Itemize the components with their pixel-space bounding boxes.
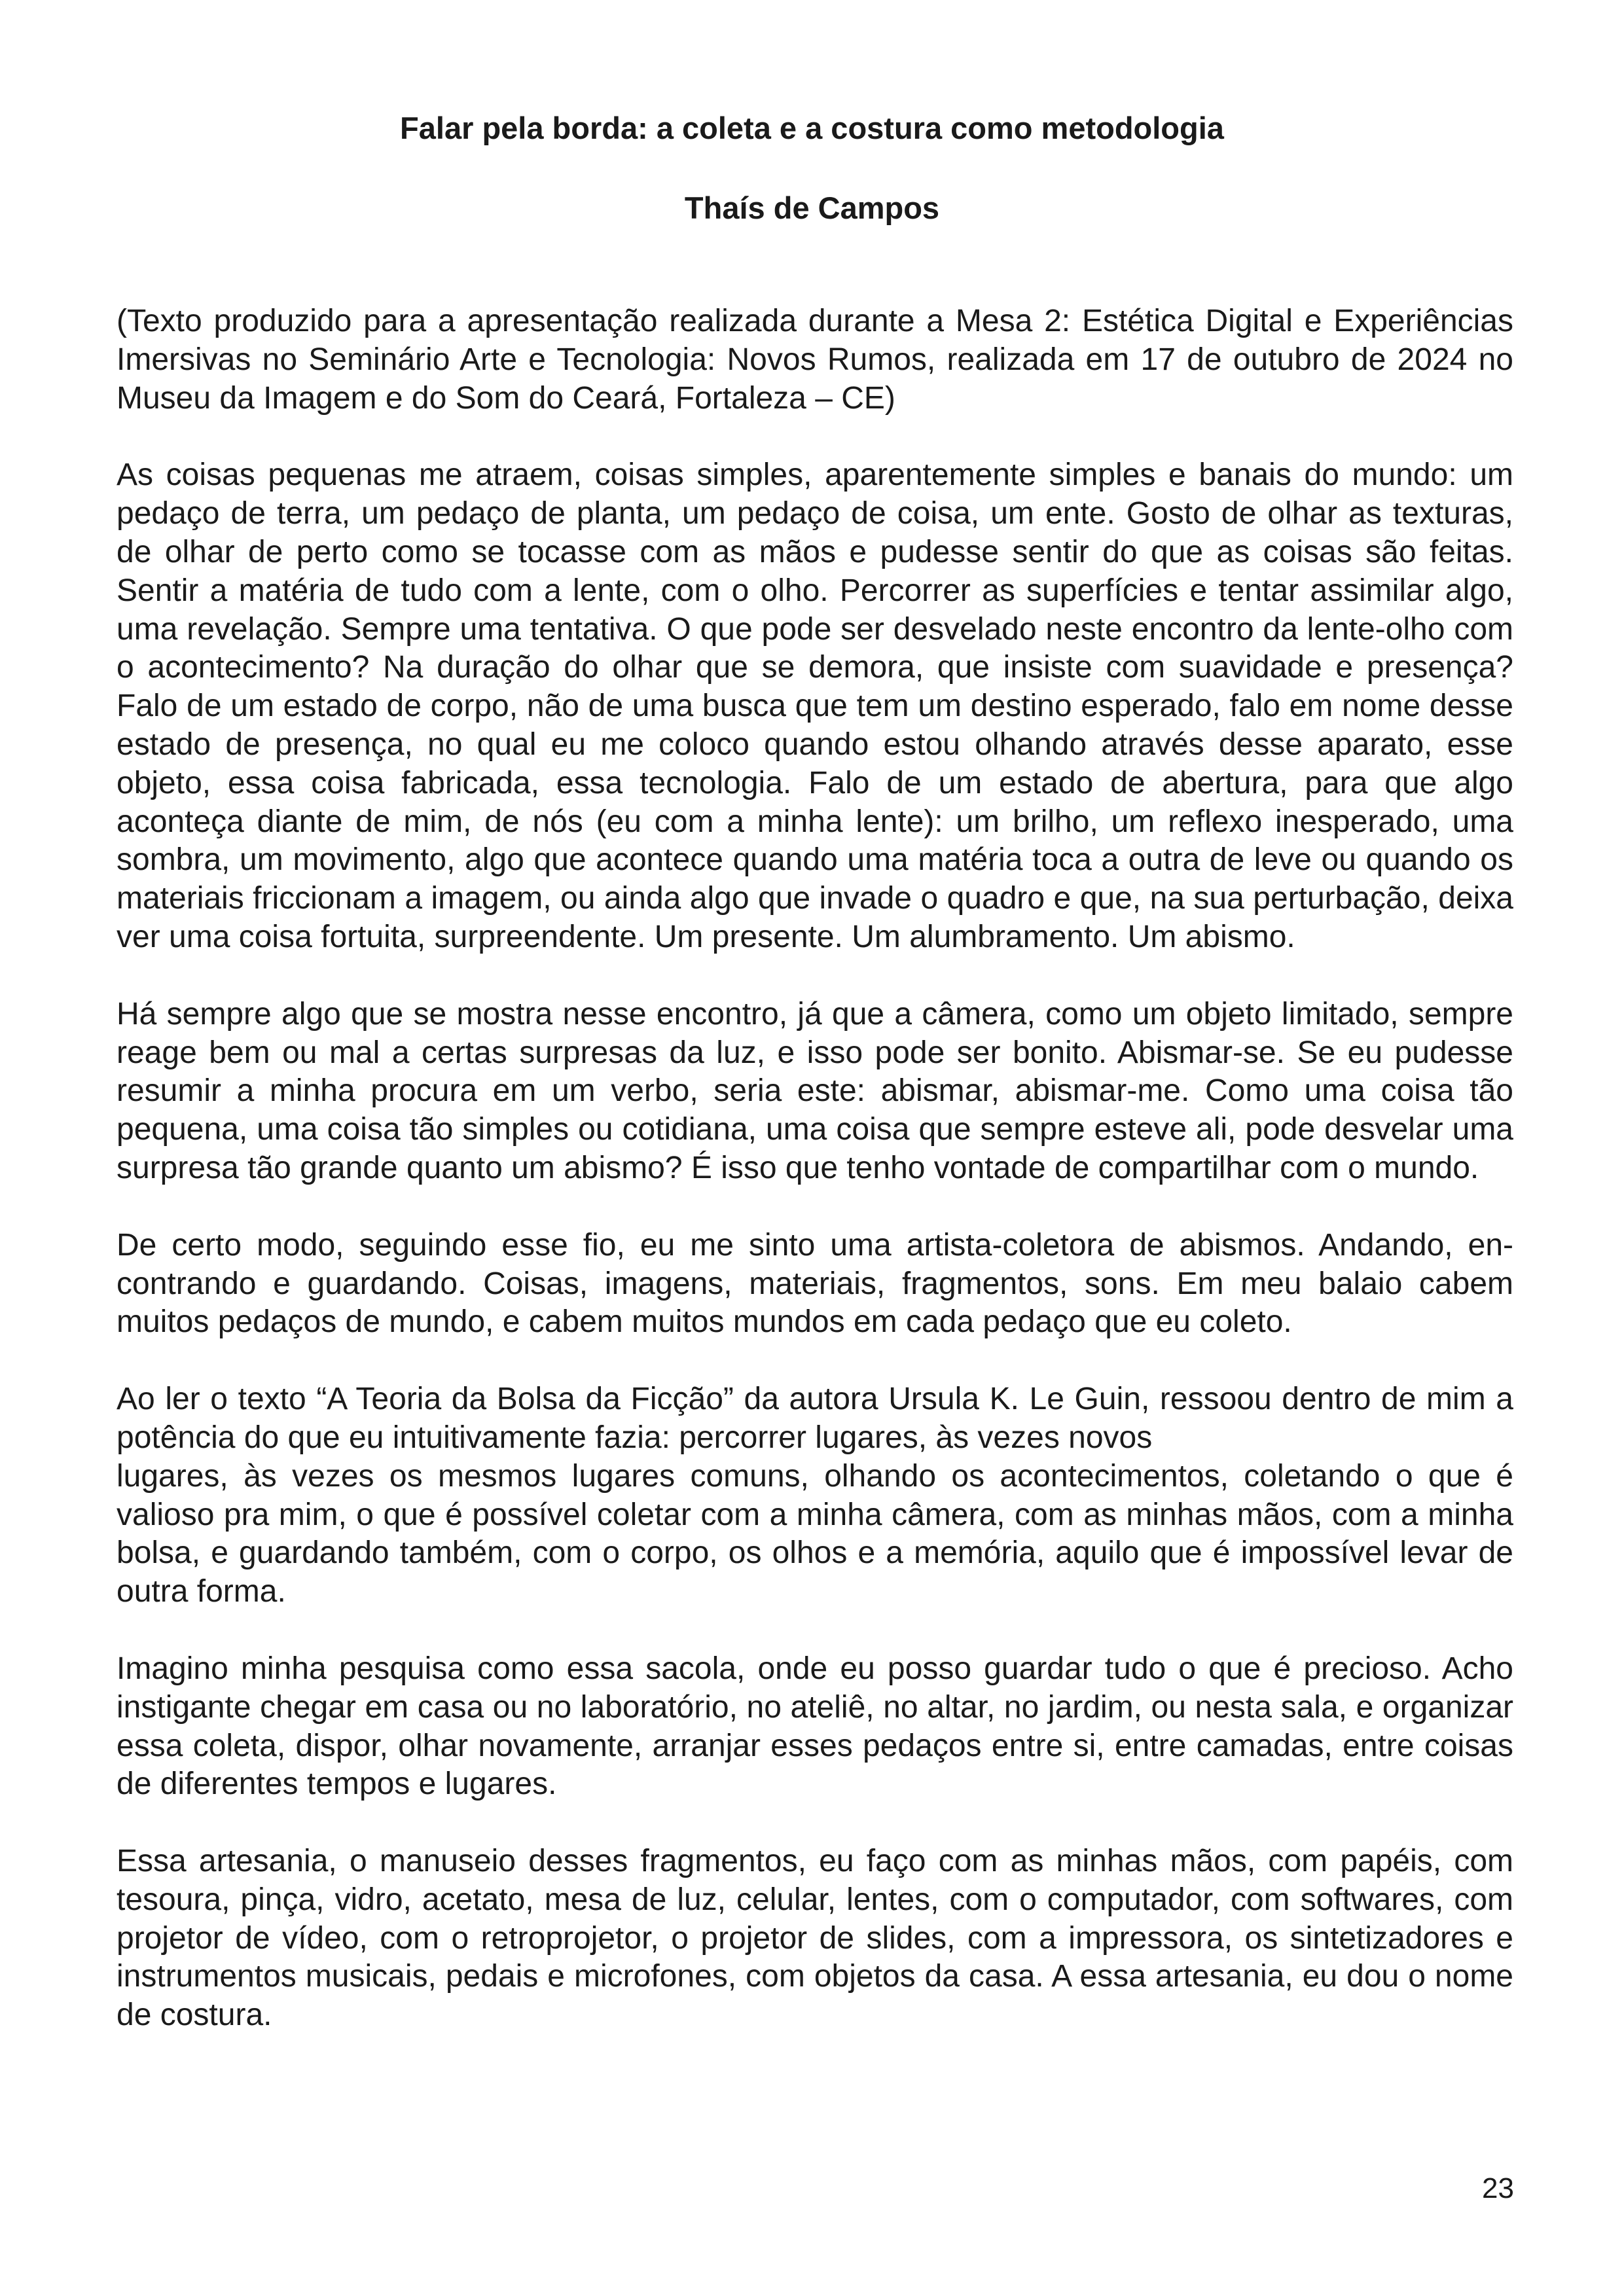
paragraph: De certo modo, seguindo esse fio, eu me sinto uma artista-coletora de abismos. Andando, encontrando e guardando. Coisas, imagens, materiais, fragmentos, sons. Em meu balaio cabem muitos pedaços de mundo, e cabem muitos mundos em cada pedaço que eu coleto. [117,1227,1513,1340]
paragraph-intro-note: (Texto produzido para a apresentação realizada durante a Mesa 2: Estética Digital e Experiências Imersivas no Seminário Arte e Tecnologia: Novos Rumos, realizada em 17 de outubro de 2024 no Museu da Imagem e do Som do Ceará, Fortaleza – CE) [117,304,1513,416]
author-name: Thaís de Campos [684,190,940,225]
paragraph: Ao ler o texto “A Teoria da Bolsa da Ficção” da autora Ursula K. Le Guin, ressoou dentro de mim a potência do que eu intuitivamente fazia: percorrer lugares, às vezes novos lugares, às vezes os mesmos lugares comuns, olhando os acontecimentos, coletando o que é valioso pra mim, o que é possível coletar com a minha câmera, com as minhas mãos, com a minha bolsa, e guardando também, com o corpo, os olhos e a memória, aquilo que é impossível levar de outra forma. [117,1382,1513,1609]
document-title: Falar pela borda: a coleta e a costura como metodologia [400,111,1224,145]
page-number: 23 [1482,2172,1514,2204]
paragraph: Essa artesania, o manuseio desses fragmentos, eu faço com as minhas mãos, com papéis, com tesoura, pinça, vidro, acetato, mesa de luz, celular, lentes, com o computador, com softwares, com projetor de vídeo, com o retroprojetor, o projetor de slides, com a impressora, os sintetizadores e instrumentos musicais, pedais e microfones, com objetos da casa. A essa artesania, eu dou o nome de costura. [117,1844,1513,2033]
body-text [117,302,1513,2073]
paragraph: Imagino minha pesquisa como essa sacola, onde eu posso guardar tudo o que é precioso. Acho instigante chegar em casa ou no laboratório, no ateliê, no altar, no jardim, ou nesta sala, e organizar essa coleta, dispor, olhar novamente, arranjar esses pedaços entre si, entre camadas, entre coisas de diferentes tempos e lugares. [117,1651,1513,1802]
paragraph: Há sempre algo que se mostra nesse encontro, já que a câmera, como um objeto limitado, sempre reage bem ou mal a certas surpresas da luz, e isso pode ser bonito. Abismar-se. Se eu pudesse resumir a minha procura em um verbo, seria este: abismar, abismar-me. Como uma coisa tão pequena, uma coisa tão simples ou cotidiana, uma coisa que sempre esteve ali, pode desvelar uma surpresa tão grande quanto um abismo? É isso que tenho vontade de compartilhar com o mundo. [117,996,1513,1185]
paragraph: As coisas pequenas me atraem, coisas simples, aparentemente simples e banais do mundo: um pedaço de terra, um pedaço de planta, um pedaço de coisa, um ente. Gosto de olhar as texturas, de olhar de perto como se tocasse com as mãos e pudesse sentir do que as coisas são feitas. Sentir a matéria de tudo com a lente, com o olho. Percorrer as superfícies e tentar assimilar algo, uma revelação. Sempre uma tentativa. O que pode ser desvelado neste encontro da lente-olho com o acontecimento? Na duração do olhar que se demora, que insiste com suavidade e presença? Falo de um estado de corpo, não de uma busca que tem um destino esperado, falo em nome desse estado de presença, no qual eu me coloco quando estou olhando através desse aparato, esse objeto, essa coisa fabricada, essa tecnologia. Falo de um estado de abertura, para que algo aconteça diante de mim, de nós (eu com a minha lente): um brilho, um reflexo inesperado, uma sombra, um movimento, algo que acontece quando uma matéria toca a outra de leve ou quando os materiais friccionam a imagem, ou ainda algo que invade o quadro e que, na sua perturbação, deixa ver uma coisa fortuita, surpreendente. Um presente. Um alumbramento. Um abismo. [117,457,1513,954]
